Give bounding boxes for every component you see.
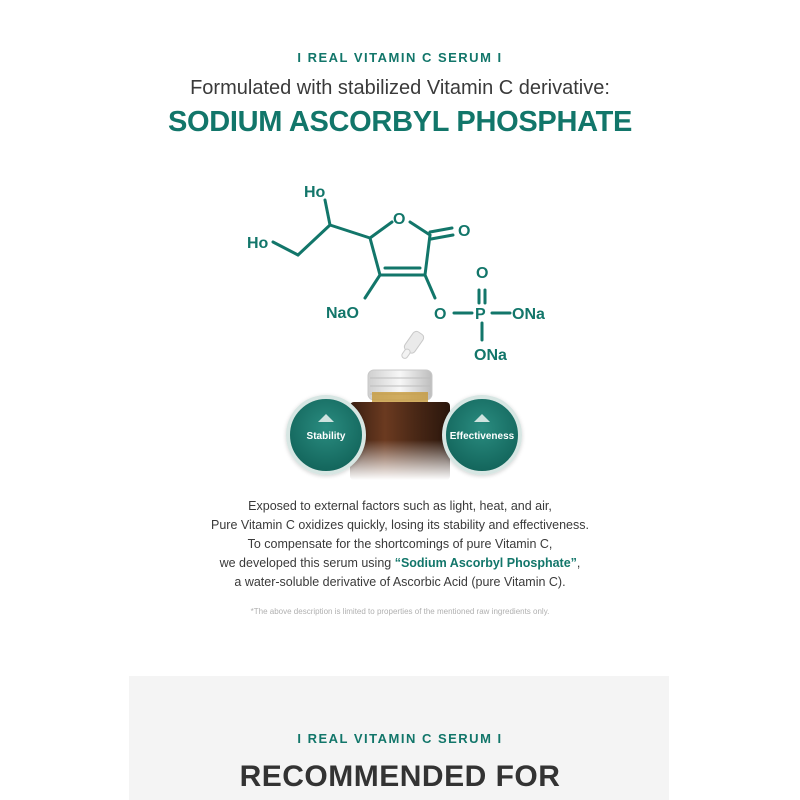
molecule-label: ONa (474, 347, 507, 364)
stability-badge (286, 395, 366, 475)
bond (330, 225, 370, 238)
badge-label: Effectiveness (449, 431, 515, 442)
molecule-label: Ho (247, 235, 269, 252)
bond (430, 228, 452, 232)
molecule-label: O (393, 211, 406, 228)
description-text: we developed this serum using (219, 556, 395, 570)
description-text: , (576, 556, 581, 570)
molecule-label: Ho (304, 184, 326, 201)
bond (425, 275, 435, 298)
bond (431, 235, 453, 239)
description-line: Exposed to external factors such as light, heat, and air, (248, 499, 552, 513)
section-subtitle: Formulated with stabilized Vitamin C derivative: (190, 77, 610, 99)
arrow-up-icon (474, 414, 490, 422)
disclaimer-note: *The above description is limited to properties of the mentioned raw ingredients only. (250, 607, 550, 616)
recommended-title: RECOMMENDED FOR (239, 760, 561, 793)
bond (370, 238, 380, 275)
description-line: Pure Vitamin C oxidizes quickly, losing its stability and effectiveness. (211, 518, 589, 532)
ingredient-headline: SODIUM ASCORBYL PHOSPHATE (167, 106, 633, 138)
section-eyebrow: I REAL VITAMIN C SERUM I (297, 50, 503, 65)
effectiveness-badge (442, 395, 522, 475)
ingredient-highlight: “Sodium Ascorbyl Phosphate” (394, 556, 577, 570)
molecule-label: P (475, 306, 486, 323)
description-line: To compensate for the shortcomings of pure Vitamin C, (247, 537, 553, 551)
molecule-label: ONa (512, 306, 545, 323)
description-line: a water-soluble derivative of Ascorbic Acid (pure Vitamin C). (234, 575, 566, 589)
molecule-label: O (476, 265, 489, 282)
bond (370, 222, 392, 238)
bond (298, 225, 330, 255)
section-eyebrow: I REAL VITAMIN C SERUM I (297, 731, 503, 746)
arrow-up-icon (318, 414, 334, 422)
bond (325, 200, 330, 225)
dropper (398, 330, 425, 361)
bond (410, 222, 430, 235)
bond (365, 275, 380, 298)
badge-label: Stability (306, 431, 346, 442)
bond (425, 235, 430, 275)
molecule-label: NaO (326, 305, 359, 322)
molecule-label: O (458, 223, 471, 240)
bond (273, 242, 298, 255)
description-line (0, 556, 800, 570)
molecule-label: O (434, 306, 447, 323)
